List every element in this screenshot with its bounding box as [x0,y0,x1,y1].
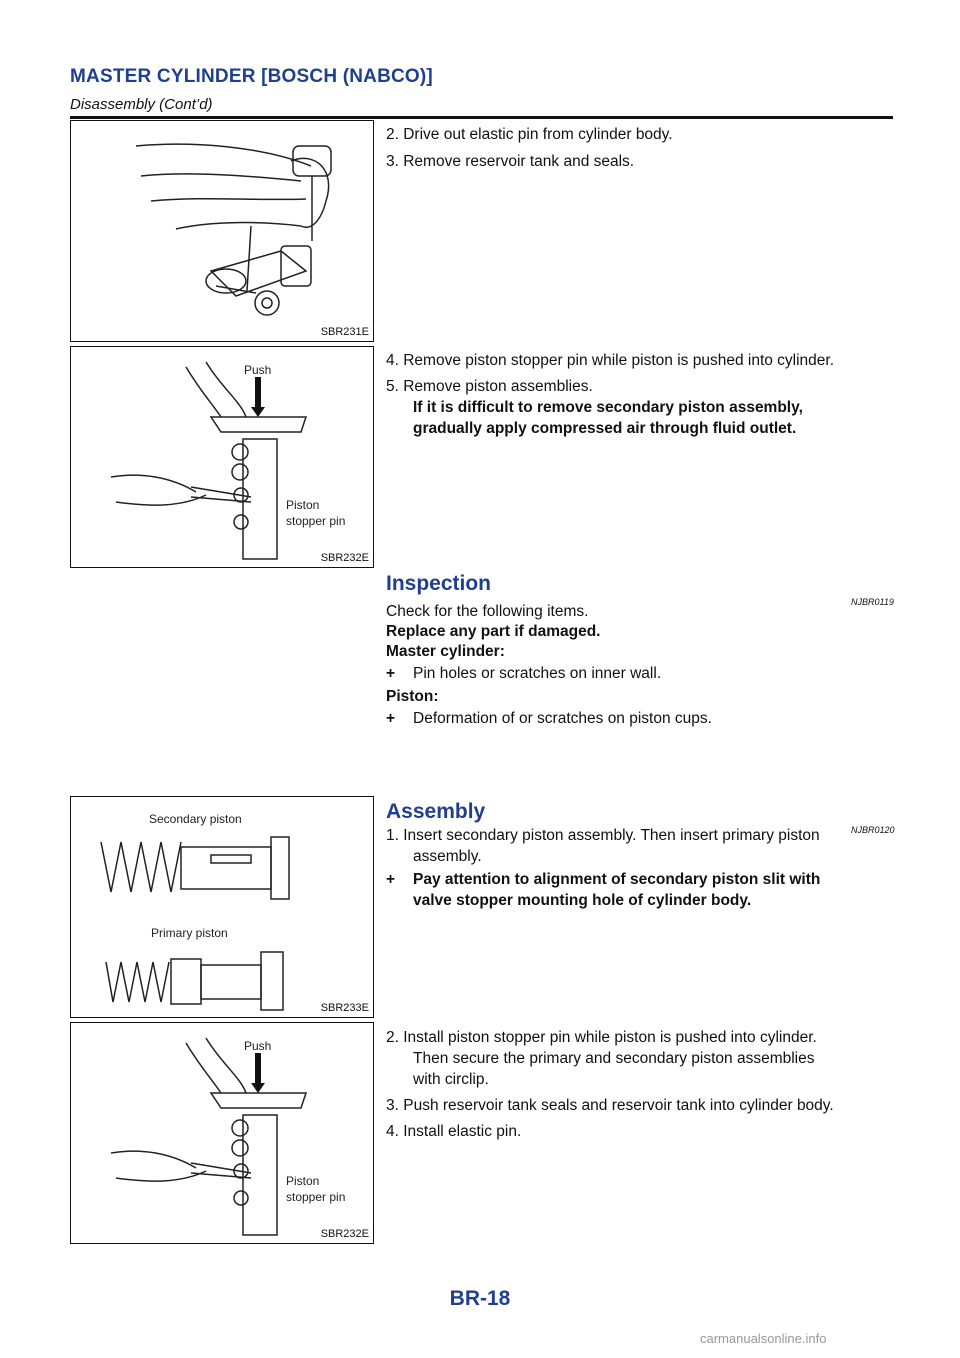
label-stopper-pin: stopper pin [286,514,346,528]
section-title-assembly: Assembly [386,800,486,823]
hammer-illustration [71,121,373,341]
section-code-assembly: NJBR0120 [851,825,895,835]
assembly-note-line1: Pay attention to alignment of secondary piston slit with [413,871,821,888]
assembly-note [386,869,896,911]
header-rule [70,116,893,119]
label-primary-piston: Primary piston [151,926,228,940]
assembly-step-4: 4. Install elastic pin. [386,1123,522,1140]
section-title-inspection: Inspection [386,572,492,595]
page-subtitle: Disassembly (Cont’d) [70,96,213,113]
disassembly-step-5-note-line1: If it is difficult to remove secondary piston assembly, [413,399,803,416]
disassembly-step-2: 2. Drive out elastic pin from cylinder body. [386,126,673,143]
bullet-icon: + [386,665,396,682]
inspection-piston-label: Piston: [386,688,439,705]
page-title: MASTER CYLINDER [BOSCH (NABCO)] [70,66,433,87]
figure-drive-out-elastic-pin [70,120,374,342]
figure-pistons [70,796,374,1018]
inspection-intro: Check for the following items. [386,603,589,620]
assembly-step-3: 3. Push reservoir tank seals and reservoir tank into cylinder body. [386,1097,834,1114]
assembly-note-line2: valve stopper mounting hole of cylinder body. [413,892,752,909]
stopper-pin-illustration [71,1023,373,1243]
list-item-text: Pin holes or scratches on inner wall. [413,665,662,682]
label-piston: Piston [286,498,320,512]
pistons-illustration [71,797,373,1017]
label-piston: Piston [286,1174,320,1188]
stopper-pin-illustration [71,347,373,567]
label-secondary-piston: Secondary piston [149,812,242,826]
figure-code: SBR232E [320,552,369,564]
page-number: BR-18 [449,1287,511,1310]
bullet-icon: + [386,871,396,888]
disassembly-step-5: 5. Remove piston assemblies. [386,378,593,395]
assembly-step-2-line3: with circlip. [413,1071,489,1088]
inspection-piston-item [386,708,886,729]
figure-code: SBR231E [320,326,369,338]
assembly-step-1-line2: assembly. [413,848,482,865]
disassembly-step-4: 4. Remove piston stopper pin while piston is pushed into cylinder. [386,352,835,369]
section-code-inspection: NJBR0119 [851,597,894,607]
list-item-text: Deformation of or scratches on piston cups. [413,710,712,727]
label-push: Push [244,363,272,377]
assembly-step-2-line1: 2. Install piston stopper pin while piston is pushed into cylinder. [386,1029,817,1046]
assembly-step-1-line1: 1. Insert secondary piston assembly. Then insert primary piston [386,827,820,844]
figure-code: SBR232E [320,1228,369,1240]
inspection-replace: Replace any part if damaged. [386,623,601,640]
bullet-icon: + [386,710,396,727]
label-push: Push [244,1039,272,1053]
disassembly-step-5-note-line2: gradually apply compressed air through fluid outlet. [413,420,797,437]
assembly-step-2-line2: Then secure the primary and secondary piston assemblies [413,1050,815,1067]
inspection-master-label: Master cylinder: [386,643,505,660]
label-stopper-pin: stopper pin [286,1190,346,1204]
figure-install-stopper-pin [70,1022,374,1244]
disassembly-step-3: 3. Remove reservoir tank and seals. [386,153,635,170]
figure-remove-stopper-pin [70,346,374,568]
figure-code: SBR233E [320,1002,369,1014]
footer-watermark: carmanualsonline.info [700,1331,827,1346]
inspection-master-item [386,663,886,684]
